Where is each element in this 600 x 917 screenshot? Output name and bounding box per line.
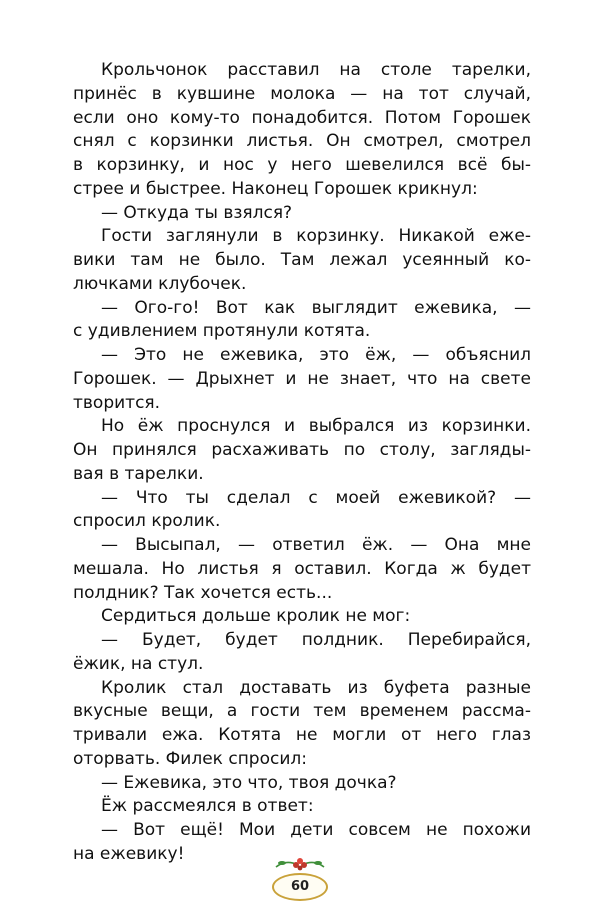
text-line: на ежевику! — [73, 843, 185, 864]
text-line: — Что ты сделал с моей ежевикой? — — [101, 487, 531, 508]
text-line: — Высыпал, — ответил ёж. — Она мне — [101, 535, 531, 555]
text-line: снял с корзинки листья. Он смотрел, смотрел — [73, 131, 531, 152]
text-line: — Вот ещё! Мои дети совсем не похожи — [101, 820, 531, 840]
text-line: — Откуда ты взялся? — [101, 202, 293, 223]
text-line: Горошек. — Дрыхнет и не знает, что на свете — [73, 368, 531, 389]
text-line: — Ежевика, это что, твоя дочка? — [101, 772, 397, 793]
text-line: оторвать. Филек спросил: — [73, 748, 307, 769]
text-line: с удивлением протянули котята. — [73, 321, 371, 342]
page-footer — [268, 853, 332, 909]
text-line: — Это не ежевика, это ёж, — объяснил — [101, 345, 531, 365]
text-line: полдник? Так хочется есть... — [73, 582, 333, 603]
text-line: принёс в кувшине молока — на тот случай, — [73, 83, 531, 104]
text-line: ёжик, на стул. — [73, 653, 204, 674]
text-line: Но ёж проснулся и выбрался из корзинки. — [101, 416, 531, 437]
text-line: Гости заглянули в корзинку. Никакой еже- — [101, 226, 531, 247]
text-line: мешала. Но листья я оставил. Когда ж будет — [73, 558, 531, 579]
text-line: стрее и быстрее. Наконец Горошек крикнул: — [73, 178, 478, 199]
text-line: — Будет, будет полдник. Перебирайся, — [101, 630, 531, 650]
text-line: вкусные вещи, а гости тем временем рассма- — [73, 701, 531, 722]
page-number: 60 — [272, 873, 328, 901]
text-line: спросил кролик. — [73, 511, 221, 532]
text-line: Сердиться дольше кролик не мог: — [101, 606, 411, 627]
text-line: если оно кому-то понадобится. Потом Горошек — [73, 107, 531, 128]
text-line: в корзинку, и нос у него шевелился всё бы- — [73, 155, 531, 175]
text-line: тривали ежа. Котята не могли от него глаз — [73, 725, 531, 745]
text-line: Крольчонок расставил на столе тарелки, — [101, 60, 531, 80]
text-line: Ёж рассмеялся в ответ: — [101, 796, 314, 817]
text-line: Он принялся расхаживать по столу, загляды- — [73, 440, 531, 460]
text-line: Кролик стал доставать из буфета разные — [101, 677, 531, 698]
text-line: творится. — [73, 392, 161, 413]
text-line: вая в тарелки. — [73, 463, 204, 484]
story-text — [73, 59, 531, 867]
text-line: вики там не было. Там лежал усеянный ко- — [73, 250, 531, 270]
text-line: лючками клубочек. — [73, 273, 247, 294]
text-line: — Ого-го! Вот как выглядит ежевика, — — [101, 297, 531, 318]
